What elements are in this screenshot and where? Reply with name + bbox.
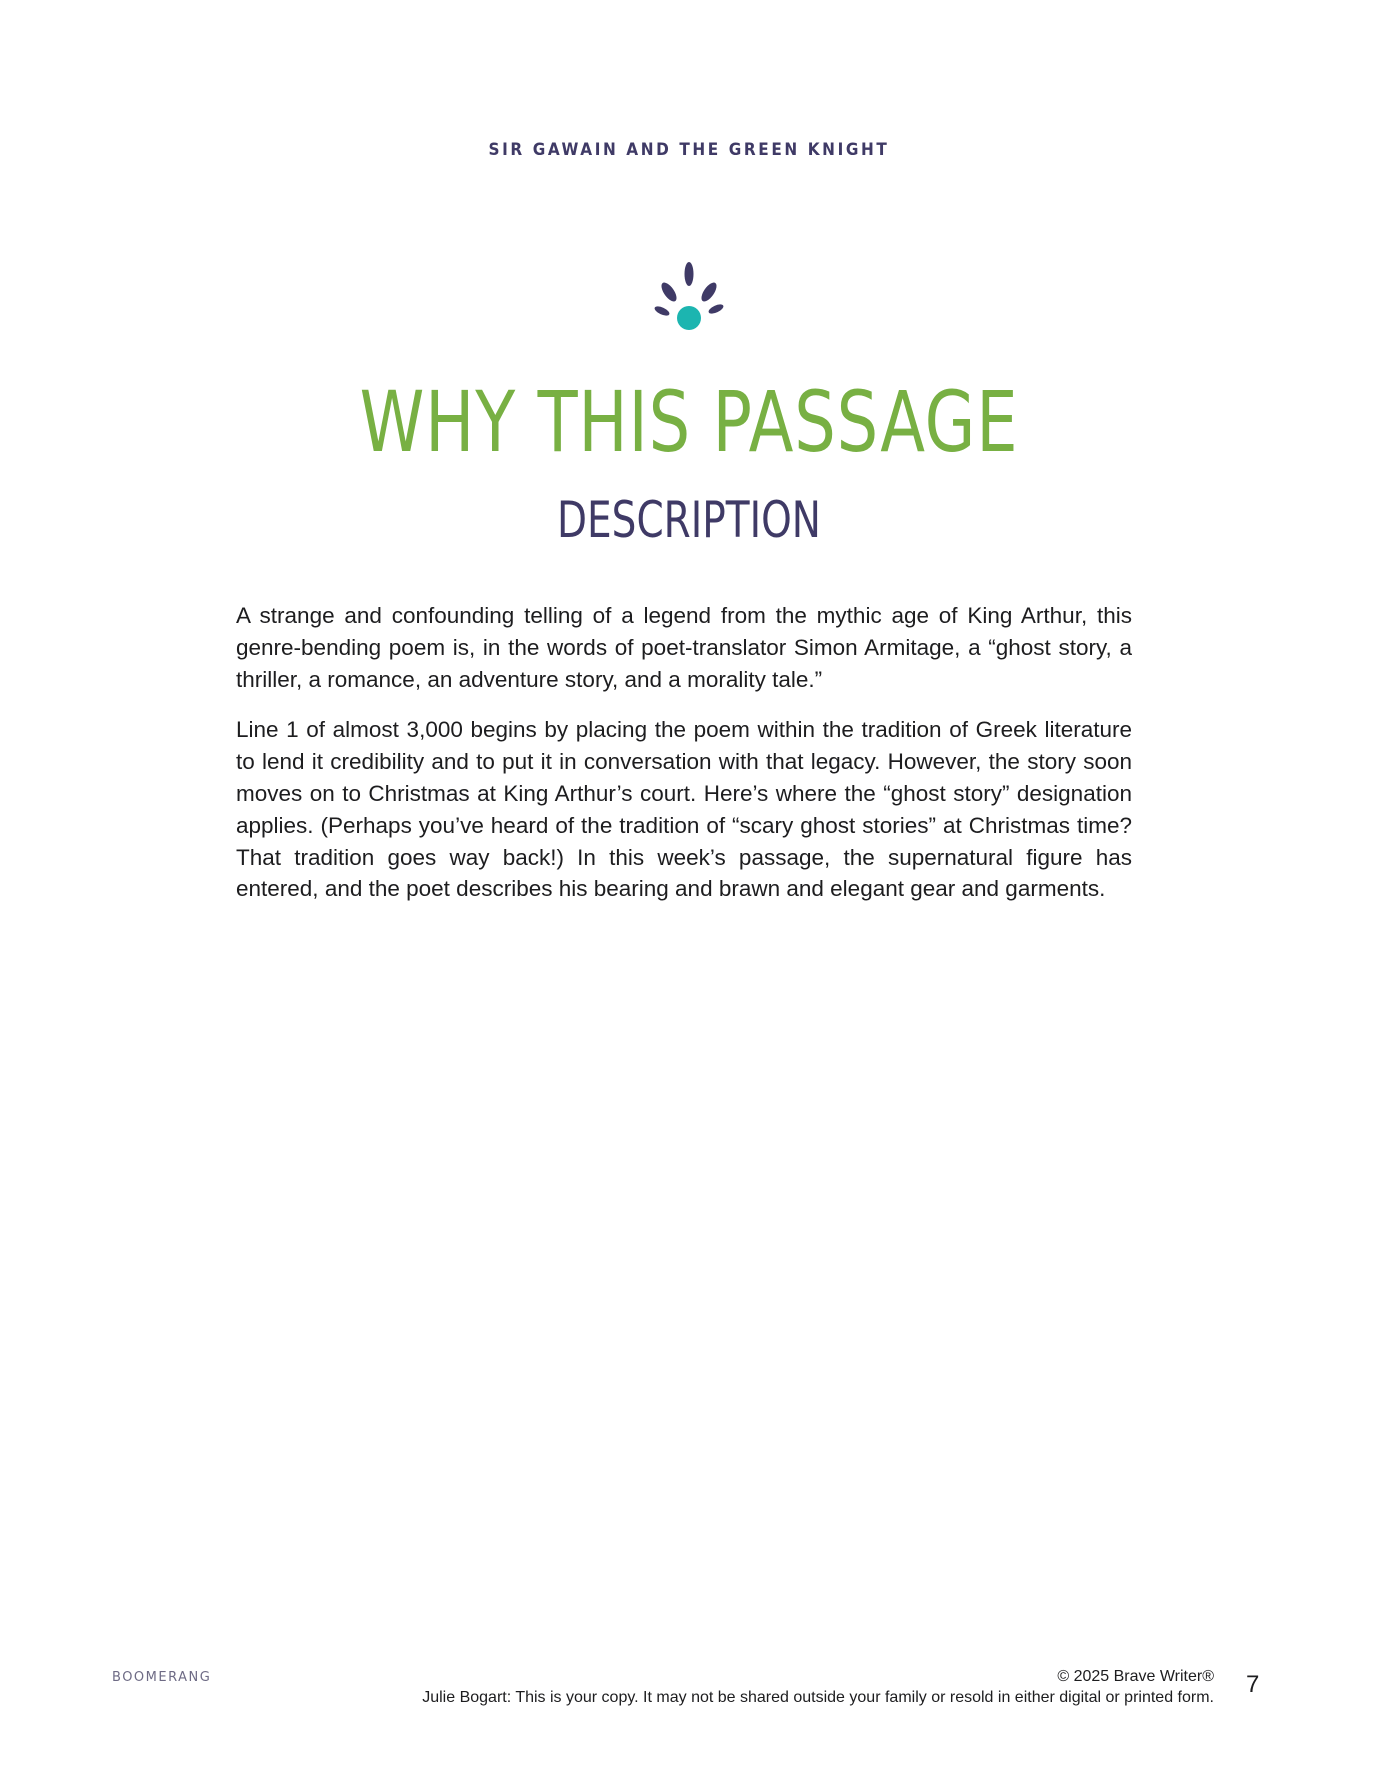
running-header: SIR GAWAIN AND THE GREEN KNIGHT	[488, 140, 890, 160]
ornament-petal-left	[659, 280, 680, 304]
body-text	[236, 600, 1132, 924]
license-notice: Julie Bogart: This is your copy. It may not be shared outside your family or resold in either digital or printed form.	[422, 1689, 1214, 1706]
section-title: WHY THIS PASSAGE	[359, 373, 1019, 471]
ornament-petal-lower-right	[707, 302, 724, 315]
copyright-notice: © 2025 Brave Writer®	[1057, 1668, 1214, 1685]
section-subtitle: DESCRIPTION	[557, 491, 821, 549]
spark-burst-icon	[649, 262, 729, 342]
paragraph: Line 1 of almost 3,000 begins by placing the poem within the tradition of Greek literature to lend it credibility and to put it in conversation with that legacy. However, the story soon moves on to Christmas at King Arthur’s court. Here’s where the “ghost story” designation applies. (Perhaps you’ve heard of the tradition of “scary ghost stories” at Christmas time? That tradition goes way back!) In this week’s passage, the supernatural figure has entered, and the poet describes his bearing and brawn and elegant gear and garments.	[236, 717, 1132, 902]
ornament-dot	[677, 306, 701, 330]
boomerang-logo: BOOMERANG	[112, 1670, 212, 1685]
ornament-petal-lower-left	[653, 304, 670, 317]
paragraph: A strange and confounding telling of a legend from the mythic age of King Arthur, this genre-bending poem is, in the words of poet-translator Simon Armitage, a “ghost story, a thriller, a romance, an adventure story, and a morality tale.”	[236, 603, 1132, 692]
ornament-petal-top	[685, 262, 694, 286]
ornament-petal-right	[699, 280, 720, 304]
page-number: 7	[1246, 1671, 1260, 1698]
